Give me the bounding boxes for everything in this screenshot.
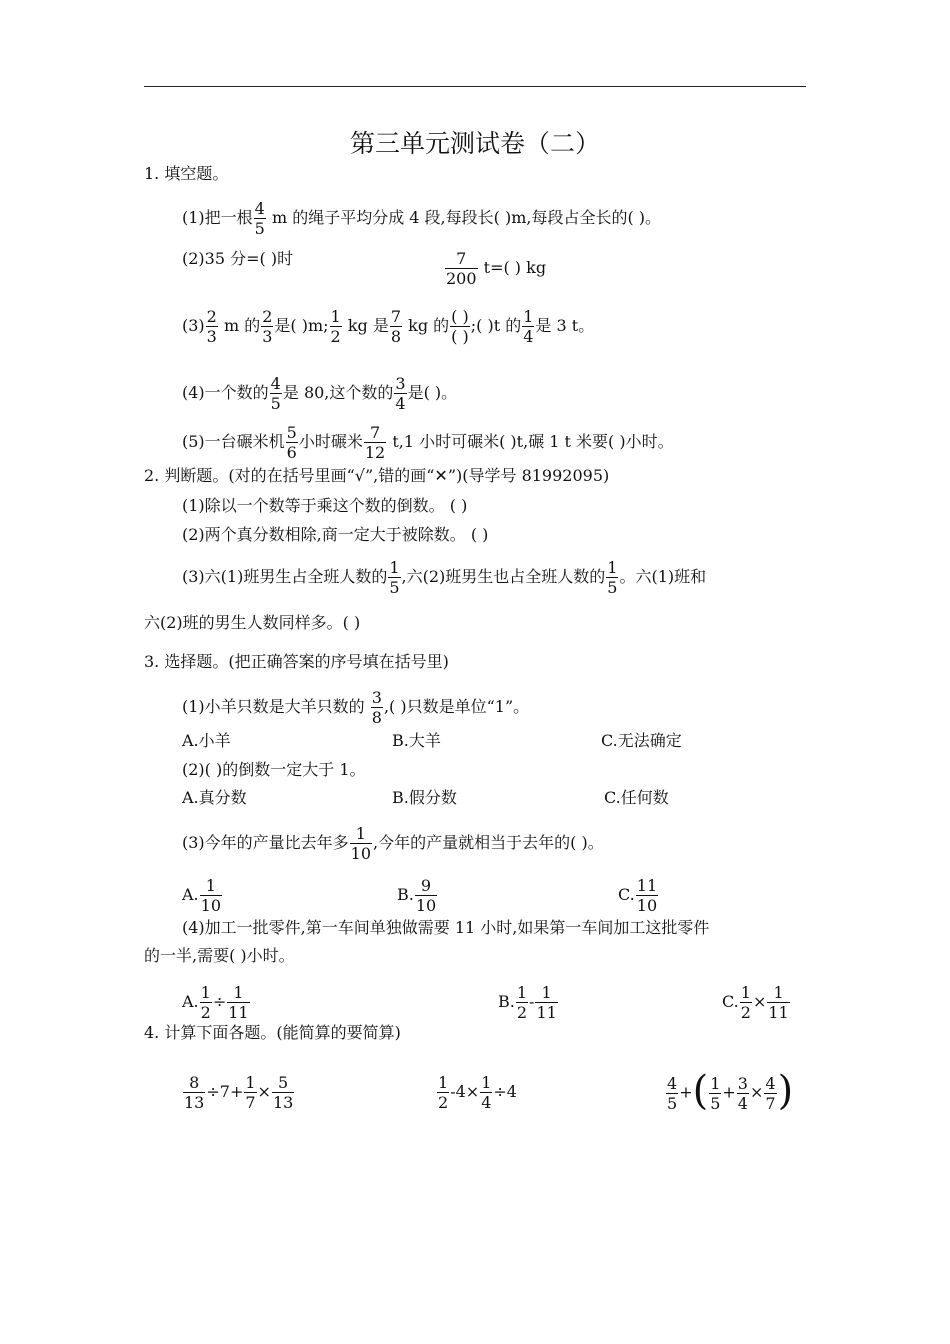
fraction: $\frac{5}{6}$ [286,423,297,462]
right-paren: ) [777,1068,794,1114]
top-rule [144,86,806,87]
s3-question-1: (1)小羊只数是大羊只数的 $\frac{3}{8}$ ,( )只数是单位“1”。 [182,688,530,727]
section-3-heading: 3. 选择题。(把正确答案的序号填在括号里) [144,652,449,671]
fraction: $\frac{2}{3}$ [262,307,273,346]
fraction: $\frac{1}{2}$ [200,983,211,1022]
fraction: $\frac{1}{7}$ [245,1073,256,1112]
fraction: $\frac{1}{2}$ [516,983,528,1022]
fraction: $\frac{1}{10}$ [200,876,221,915]
s2-question-2: (2)两个真分数相除,商一定大于被除数。 ( ) [182,525,489,544]
s4-expression-3: $\frac{4}{5}$ +( $\frac{1}{5}$ + $\frac{3}{4}$ × $\frac{4}{7}$ ) [667,1068,794,1114]
s2-question-1: (1)除以一个数等于乘这个数的倒数。 ( ) [182,496,468,515]
s3-q2-option-c: C.任何数 [604,788,669,807]
s3-q4-option-c: C. $\frac{1}{2}$ × $\frac{1}{11}$ [722,983,789,1022]
fraction: $\frac{7}{12}$ [364,423,386,462]
fraction: $\frac{1}{2}$ [330,307,341,346]
s1-question-5: (5)一台碾米机 $\frac{5}{6}$ 小时碾米 $\frac{7}{12}$ t,1 小时可碾米( )t,碾 1 t 米要( )小时。 [182,423,674,462]
fraction: $\frac{1}{11}$ [228,983,249,1022]
s1-question-2-part-b: $\frac{7}{200}$ t=( ) kg [446,249,547,288]
s3-q4-option-a: A. $\frac{1}{2}$ ÷ $\frac{1}{11}$ [182,983,249,1022]
fraction: $\frac{1}{5}$ [607,558,618,597]
fraction: $\frac{1}{4}$ [523,307,534,346]
s3-q2-option-a: A.真分数 [182,788,247,807]
fraction: $\frac{1}{2}$ [740,983,751,1022]
s3-q3-option-b: B. $\frac{9}{10}$ [397,876,437,915]
fraction: $\frac{1}{11}$ [536,983,557,1022]
fraction: $\frac{4}{7}$ [765,1073,776,1113]
fraction: $\frac{4}{5}$ [270,374,281,413]
s1-question-4: (4)一个数的 $\frac{4}{5}$ 是 80,这个数的 $\frac{3}{4}$ 是( )。 [182,374,458,413]
s3-q1-option-b: B.大羊 [392,731,441,750]
s1-question-3: (3) $\frac{2}{3}$ m 的 $\frac{2}{3}$ 是( )m; $\frac{1}{2}$ kg 是 $\frac{7}{8}$ kg 的 ( ) ( ) ;( )t 的 $\frac{1}{4}$ 是 3 t。 [182,307,595,346]
fraction: $\frac{2}{3}$ [206,307,217,346]
left-paren: ( [692,1068,709,1114]
s4-expression-2: $\frac{1}{2}$ -4× $\frac{1}{4}$ ÷4 [438,1073,517,1112]
fraction: $\frac{1}{10}$ [350,824,372,863]
s3-question-4-continued: 的一半,需要( )小时。 [144,946,295,965]
section-4-heading: 4. 计算下面各题。(能简算的要简算) [144,1023,401,1042]
fraction: $\frac{8}{13}$ [184,1073,205,1112]
fraction: $\frac{7}{8}$ [390,307,402,346]
s3-q1-option-a: A.小羊 [182,731,231,750]
fraction: $\frac{3}{4}$ [737,1073,748,1113]
fraction: $\frac{4}{5}$ [254,199,265,238]
s3-q1-option-c: C.无法确定 [601,731,682,750]
s4-expression-1: $\frac{8}{13}$ ÷7+ $\frac{1}{7}$ × $\frac{5}{13}$ [184,1073,294,1112]
fraction: $\frac{3}{8}$ [371,688,382,727]
s3-q2-option-b: B.假分数 [392,788,457,807]
s2-question-3: (3)六(1)班男生占全班人数的 $\frac{1}{5}$ ,六(2)班男生也占全班人数的 $\frac{1}{5}$ 。六(1)班和 [182,558,707,597]
section-2-heading: 2. 判断题。(对的在括号里画“√”,错的画“✕”)(导学号 81992095) [144,466,610,485]
fraction: $\frac{1}{4}$ [481,1073,492,1112]
s3-q3-option-c: C. $\frac{11}{10}$ [618,876,658,915]
s3-question-2: (2)( )的倒数一定大于 1。 [182,760,366,779]
section-1-heading: 1. 填空题。 [144,164,229,183]
fraction: $\frac{4}{5}$ [667,1073,678,1113]
fraction: $\frac{3}{4}$ [395,374,406,413]
fraction: $\frac{1}{2}$ [438,1073,449,1112]
page-title: 第三单元测试卷（二） [349,129,600,158]
s3-q4-option-b: B. $\frac{1}{2}$ - $\frac{1}{11}$ [498,983,557,1022]
fraction: $\frac{5}{13}$ [272,1073,294,1112]
s3-question-3: (3)今年的产量比去年多 $\frac{1}{10}$ ,今年的产量就相当于去年的( )。 [182,824,604,863]
fraction: $\frac{7}{200}$ [446,249,477,288]
fraction: $\frac{1}{5}$ [710,1073,721,1113]
fraction: $\frac{1}{5}$ [389,558,400,597]
fraction: $\frac{9}{10}$ [415,876,437,915]
fraction: $\frac{1}{11}$ [768,983,789,1022]
fraction: $\frac{11}{10}$ [636,876,658,915]
s1-question-2: (2)35 分=( )时 [182,249,294,268]
fraction-blank: ( ) ( ) [451,307,469,346]
s2-question-3-continued: 六(2)班的男生人数同样多。( ) [144,613,361,632]
s1-question-1: (1)把一根 $\frac{4}{5}$ m 的绳子平均分成 4 段,每段长( )m,每段占全长的( )。 [182,199,662,238]
s3-q3-option-a: A. $\frac{1}{10}$ [182,876,221,915]
s3-question-4: (4)加工一批零件,第一车间单独做需要 11 小时,如果第一车间加工这批零件 [182,918,710,937]
